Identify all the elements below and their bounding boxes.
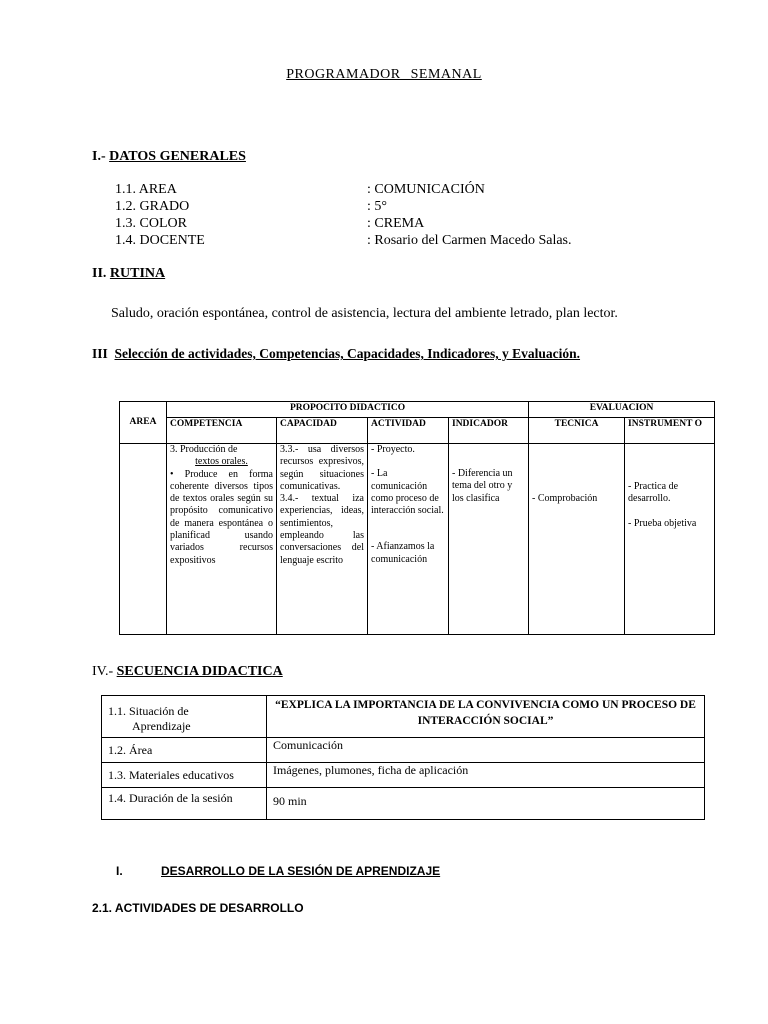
competencia-text: • Produce en forma coherente diversos tipos de textos orales según su propósito comunicativo de manera espontánea o planificad usando variados recursos expositivos [170, 468, 273, 566]
section-label: DATOS GENERALES [109, 149, 246, 164]
section-label: RUTINA [109, 266, 166, 281]
section-label: SECUENCIA DIDACTICA [116, 664, 283, 679]
indicador-cell [449, 444, 529, 635]
document-title: PROGRAMADOR SEMANAL [286, 67, 482, 82]
actividad-header: ACTIVIDAD [368, 418, 449, 444]
situacion-label [102, 696, 267, 738]
general-row-docente [115, 233, 205, 249]
section-prefix: IV.- [92, 664, 117, 679]
general-label: 1.4. DOCENTE [115, 233, 205, 248]
situacion-value: “EXPLICA LA IMPORTANCIA DE LA CONVIVENCIA COMO UN PROCESO DE INTERACCIÓN SOCIAL” [267, 696, 705, 738]
general-label: 1.2. GRADO [115, 199, 190, 214]
actividad-item: - Proyecto. [371, 444, 415, 455]
duracion-value: 90 min [267, 788, 705, 820]
indicador-item: - Diferencia un tema del otro y los clasifica [452, 468, 513, 504]
capacidad-cell [277, 444, 368, 635]
section-desarrollo: DESARROLLO DE LA SESIÓN DE APRENDIZAJE [161, 864, 441, 878]
section-datos-generales [92, 149, 246, 165]
instrumento-item: - Practica de desarrollo. [628, 481, 679, 505]
general-label: 1.1. AREA [115, 182, 177, 197]
tecnica-header: TECNICA [529, 418, 625, 444]
general-row-area [115, 182, 177, 198]
rutina-text: Saludo, oración espontánea, control de asistencia, lectura del ambiente letrado, plan lector. [111, 306, 618, 321]
actividad-item: - La comunicación como proceso de interacción social. [371, 468, 444, 517]
general-row-color [115, 216, 187, 232]
section-label: Selección de actividades, Competencias, Capacidades, Indicadores, y Evaluación. [114, 346, 581, 361]
instrumento-cell [625, 444, 715, 635]
instrumento-header: INSTRUMENT O [625, 418, 715, 444]
capacidad-header: CAPACIDAD [277, 418, 368, 444]
section-prefix: I.- [92, 149, 110, 164]
section-prefix: II. [92, 266, 110, 281]
area-header: AREA [120, 402, 167, 444]
general-row-grado [115, 199, 189, 215]
area-cell [120, 444, 167, 635]
section-seleccion [92, 346, 580, 362]
actividad-cell [368, 444, 449, 635]
indicador-header: INDICADOR [449, 418, 529, 444]
area-label: 1.2. Área [102, 738, 267, 763]
capacidad-item: 3.4.- textual iza experiencias, ideas, sentimientos, empleando las conversaciones del lenguaje escrito [280, 493, 364, 566]
competencia-title: 3. Producción de [170, 444, 238, 455]
section-rutina [92, 266, 165, 282]
instrumento-item: - Prueba objetiva [628, 517, 697, 529]
capacidad-item: 3.3.- usa diversos recursos expresivos, según situaciones comunicativas. [280, 444, 364, 492]
tecnica-item: - Comprobación [532, 493, 598, 504]
general-value-docente: : Rosario del Carmen Macedo Salas. [367, 233, 572, 248]
competencia-subtitle: textos orales. [195, 456, 248, 468]
section-prefix: III [92, 346, 115, 361]
actividad-item: - Afianzamos la comunicación [371, 541, 435, 565]
materiales-value: Imágenes, plumones, ficha de aplicación [267, 763, 705, 788]
competencia-cell [167, 444, 277, 635]
area-value: Comunicación [267, 738, 705, 763]
general-value-area: : COMUNICACIÓN [367, 182, 485, 197]
general-value-color: : CREMA [367, 216, 425, 231]
label-line: Aprendizaje [132, 719, 191, 733]
proposito-table [119, 401, 715, 635]
duracion-label: 1.4. Duración de la sesión [102, 788, 267, 820]
general-value-grado: : 5° [367, 199, 387, 214]
secuencia-table [101, 695, 705, 820]
section-secuencia [92, 664, 283, 680]
evaluacion-header: EVALUACION [529, 402, 715, 418]
general-label: 1.3. COLOR [115, 216, 187, 231]
section-num: I. [116, 864, 123, 878]
proposito-header: PROPOCITO DIDACTICO [167, 402, 529, 418]
tecnica-cell [529, 444, 625, 635]
materiales-label: 1.3. Materiales educativos [102, 763, 267, 788]
section-actividades: 2.1. ACTIVIDADES DE DESARROLLO [92, 901, 304, 915]
competencia-header: COMPETENCIA [167, 418, 277, 444]
label-line: 1.1. Situación de [108, 704, 189, 718]
